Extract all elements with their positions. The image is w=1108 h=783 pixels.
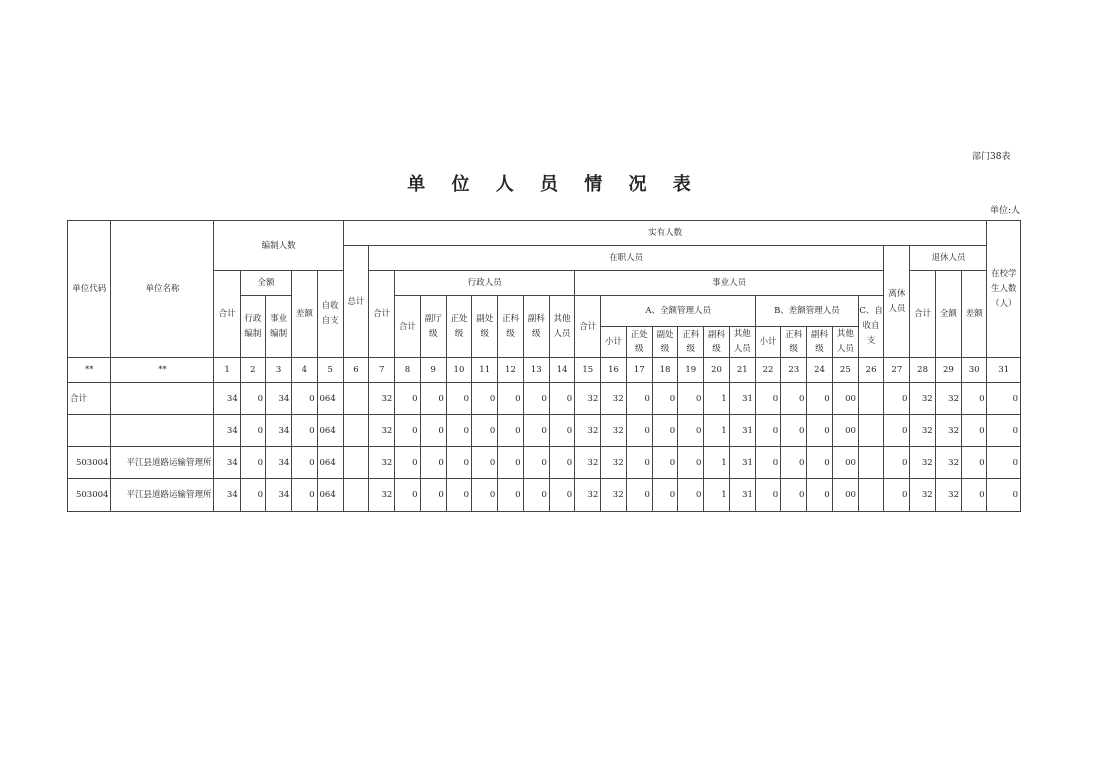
column-index: 6 bbox=[343, 358, 368, 383]
header-section: 正科级 bbox=[498, 296, 523, 358]
value-cell: 0 bbox=[395, 447, 420, 479]
value-cell: 0 bbox=[884, 383, 910, 415]
value-cell: 34 bbox=[266, 479, 292, 512]
form-number: 部门38表 bbox=[972, 152, 1011, 162]
unit-name-cell bbox=[111, 383, 214, 415]
page-title: 单 位 人 员 情 况 表 bbox=[407, 174, 701, 195]
value-cell: 32 bbox=[910, 383, 935, 415]
value-cell: 0 bbox=[446, 415, 471, 447]
value-cell: 0 bbox=[626, 383, 652, 415]
header-admin-quota: 行政编制 bbox=[240, 296, 265, 358]
value-cell: 0 bbox=[961, 479, 987, 512]
value-cell: 34 bbox=[266, 415, 292, 447]
value-cell: 0 bbox=[240, 415, 265, 447]
value-cell: 32 bbox=[910, 447, 935, 479]
header-unit-code: 单位代码 bbox=[68, 221, 111, 358]
value-cell: 0 bbox=[987, 479, 1021, 512]
header-actual: 实有人数 bbox=[343, 221, 987, 246]
value-cell: 00 bbox=[832, 447, 858, 479]
header-vice-dept: 副厅级 bbox=[420, 296, 446, 358]
value-cell: 0 bbox=[498, 383, 523, 415]
column-index: 9 bbox=[420, 358, 446, 383]
table-row bbox=[68, 415, 1021, 447]
column-index: 1 bbox=[214, 358, 240, 383]
value-cell: 0 bbox=[807, 447, 832, 479]
header-staffing: 编制人数 bbox=[214, 221, 343, 271]
column-index: 18 bbox=[652, 358, 677, 383]
value-cell: 32 bbox=[935, 415, 961, 447]
header-lixiu: 离休人员 bbox=[884, 246, 910, 358]
value-cell: 0 bbox=[884, 479, 910, 512]
value-cell bbox=[343, 447, 368, 479]
value-cell: 0 bbox=[987, 383, 1021, 415]
column-index-row bbox=[68, 358, 1021, 383]
value-cell: 32 bbox=[601, 447, 626, 479]
value-cell: 0 bbox=[781, 447, 807, 479]
value-cell: 34 bbox=[214, 383, 240, 415]
value-cell: 0 bbox=[240, 383, 265, 415]
value-cell: 32 bbox=[575, 479, 601, 512]
value-cell: 0 bbox=[446, 479, 471, 512]
value-cell: 0 bbox=[472, 479, 498, 512]
column-index: 20 bbox=[704, 358, 729, 383]
column-index: 24 bbox=[807, 358, 832, 383]
value-cell: 0 bbox=[807, 479, 832, 512]
header-total: 总计 bbox=[343, 246, 368, 358]
value-cell bbox=[343, 415, 368, 447]
value-cell: 32 bbox=[910, 479, 935, 512]
value-cell: 0 bbox=[420, 447, 446, 479]
header-retired-diff: 差额 bbox=[961, 271, 987, 358]
value-cell: 0 bbox=[626, 479, 652, 512]
column-index: 27 bbox=[884, 358, 910, 383]
value-cell: 064 bbox=[317, 383, 343, 415]
value-cell: 0 bbox=[755, 415, 780, 447]
value-cell: 0 bbox=[395, 383, 420, 415]
value-cell: 0 bbox=[420, 383, 446, 415]
header-inst-quota: 事业编制 bbox=[266, 296, 292, 358]
value-cell: 34 bbox=[214, 479, 240, 512]
value-cell: 0 bbox=[678, 415, 704, 447]
value-cell: 0 bbox=[523, 383, 549, 415]
column-index: 19 bbox=[678, 358, 704, 383]
value-cell: 0 bbox=[292, 415, 317, 447]
header-inst-staff: 事业人员 bbox=[575, 271, 884, 296]
value-cell: 34 bbox=[214, 447, 240, 479]
value-cell: 32 bbox=[575, 447, 601, 479]
header-self-funded: 自收自支 bbox=[317, 271, 343, 358]
value-cell: 0 bbox=[395, 479, 420, 512]
value-cell: 0 bbox=[292, 479, 317, 512]
value-cell: 32 bbox=[910, 415, 935, 447]
header-vice-section: 副科级 bbox=[523, 296, 549, 358]
value-cell: 0 bbox=[549, 479, 574, 512]
value-cell: 0 bbox=[498, 415, 523, 447]
value-cell: 32 bbox=[601, 479, 626, 512]
header-retired: 退休人员 bbox=[910, 246, 987, 271]
value-cell: 0 bbox=[395, 415, 420, 447]
column-index: 4 bbox=[292, 358, 317, 383]
value-cell: 0 bbox=[446, 383, 471, 415]
value-cell: 0 bbox=[807, 383, 832, 415]
column-index: ** bbox=[111, 358, 214, 383]
value-cell: 32 bbox=[935, 383, 961, 415]
value-cell: 0 bbox=[240, 479, 265, 512]
column-index: 12 bbox=[498, 358, 523, 383]
unit-name-cell: 平江县道路运输管理所 bbox=[111, 479, 214, 512]
value-cell: 1 bbox=[704, 447, 729, 479]
value-cell: 0 bbox=[626, 415, 652, 447]
header-c-self: C、自收自支 bbox=[858, 296, 883, 358]
value-cell: 32 bbox=[601, 383, 626, 415]
value-cell: 0 bbox=[549, 383, 574, 415]
value-cell: 0 bbox=[781, 479, 807, 512]
header-a-other: 其他人员 bbox=[729, 327, 755, 358]
value-cell: 0 bbox=[755, 447, 780, 479]
value-cell: 32 bbox=[369, 479, 395, 512]
column-index: 29 bbox=[935, 358, 961, 383]
unit-code-cell: 合计 bbox=[68, 383, 111, 415]
value-cell: 0 bbox=[472, 415, 498, 447]
value-cell bbox=[343, 479, 368, 512]
value-cell: 00 bbox=[832, 479, 858, 512]
value-cell: 32 bbox=[575, 383, 601, 415]
value-cell bbox=[858, 383, 883, 415]
unit-code-cell bbox=[68, 415, 111, 447]
header-b-zhengkeji: 正科级 bbox=[781, 327, 807, 358]
staff-table bbox=[67, 220, 1021, 512]
header-a-zhengkeji: 正科级 bbox=[678, 327, 704, 358]
unit-code-cell: 503004 bbox=[68, 479, 111, 512]
column-index: 14 bbox=[549, 358, 574, 383]
column-index: 31 bbox=[987, 358, 1021, 383]
value-cell bbox=[343, 383, 368, 415]
column-index: 16 bbox=[601, 358, 626, 383]
column-index: 2 bbox=[240, 358, 265, 383]
header-admin-other: 其他人员 bbox=[549, 296, 574, 358]
column-index: 10 bbox=[446, 358, 471, 383]
header-staffing-subtotal: 合计 bbox=[214, 271, 240, 358]
value-cell: 00 bbox=[832, 415, 858, 447]
value-cell: 0 bbox=[498, 479, 523, 512]
value-cell: 0 bbox=[987, 415, 1021, 447]
header-admin-staff: 行政人员 bbox=[395, 271, 575, 296]
column-index: 15 bbox=[575, 358, 601, 383]
column-index: 13 bbox=[523, 358, 549, 383]
header-diff-amount: 差额 bbox=[292, 271, 317, 358]
value-cell: 0 bbox=[446, 447, 471, 479]
value-cell: 1 bbox=[704, 415, 729, 447]
value-cell: 0 bbox=[523, 415, 549, 447]
header-on-duty: 在职人员 bbox=[369, 246, 884, 271]
header-a-fuchuji: 副处级 bbox=[652, 327, 677, 358]
value-cell: 0 bbox=[884, 447, 910, 479]
value-cell: 0 bbox=[549, 447, 574, 479]
table-row bbox=[68, 447, 1021, 479]
value-cell: 0 bbox=[292, 447, 317, 479]
value-cell: 0 bbox=[498, 447, 523, 479]
value-cell: 1 bbox=[704, 383, 729, 415]
column-index: 7 bbox=[369, 358, 395, 383]
header-a-xiaoji: 小计 bbox=[601, 327, 626, 358]
header-a-fukeji: 副科级 bbox=[704, 327, 729, 358]
value-cell: 0 bbox=[652, 479, 677, 512]
header-a-zhengchuji: 正处级 bbox=[626, 327, 652, 358]
column-index: ** bbox=[68, 358, 111, 383]
value-cell: 0 bbox=[292, 383, 317, 415]
column-index: 25 bbox=[832, 358, 858, 383]
column-index: 3 bbox=[266, 358, 292, 383]
column-index: 5 bbox=[317, 358, 343, 383]
value-cell: 32 bbox=[601, 415, 626, 447]
value-cell: 0 bbox=[652, 383, 677, 415]
column-index: 28 bbox=[910, 358, 935, 383]
unit-code-cell: 503004 bbox=[68, 447, 111, 479]
value-cell: 0 bbox=[652, 447, 677, 479]
value-cell: 32 bbox=[575, 415, 601, 447]
column-index: 30 bbox=[961, 358, 987, 383]
column-index: 11 bbox=[472, 358, 498, 383]
value-cell: 31 bbox=[729, 383, 755, 415]
header-b-mgmt: B、差额管理人员 bbox=[755, 296, 858, 327]
value-cell: 32 bbox=[369, 383, 395, 415]
column-index: 21 bbox=[729, 358, 755, 383]
value-cell: 34 bbox=[266, 383, 292, 415]
column-index: 22 bbox=[755, 358, 780, 383]
value-cell: 0 bbox=[678, 447, 704, 479]
value-cell: 0 bbox=[523, 447, 549, 479]
header-inst-subtotal: 合计 bbox=[575, 296, 601, 358]
value-cell: 0 bbox=[523, 479, 549, 512]
header-a-mgmt: A、全额管理人员 bbox=[601, 296, 756, 327]
value-cell bbox=[858, 479, 883, 512]
value-cell: 0 bbox=[420, 479, 446, 512]
value-cell: 0 bbox=[781, 383, 807, 415]
header-vice-div: 副处级 bbox=[472, 296, 498, 358]
value-cell: 064 bbox=[317, 479, 343, 512]
value-cell bbox=[858, 415, 883, 447]
value-cell: 0 bbox=[472, 383, 498, 415]
value-cell: 00 bbox=[832, 383, 858, 415]
header-dept: 正处级 bbox=[446, 296, 471, 358]
column-index: 23 bbox=[781, 358, 807, 383]
header-students: 在校学生人数（人） bbox=[987, 221, 1021, 358]
value-cell: 31 bbox=[729, 479, 755, 512]
header-b-fukeji: 副科级 bbox=[807, 327, 832, 358]
value-cell: 34 bbox=[214, 415, 240, 447]
value-cell: 0 bbox=[549, 415, 574, 447]
header-b-xiaoji: 小计 bbox=[755, 327, 780, 358]
value-cell: 0 bbox=[626, 447, 652, 479]
value-cell: 31 bbox=[729, 415, 755, 447]
header-b-other: 其他人员 bbox=[832, 327, 858, 358]
header-retired-full: 全额 bbox=[935, 271, 961, 358]
value-cell: 32 bbox=[369, 447, 395, 479]
table-row bbox=[68, 479, 1021, 512]
header-retired-subtotal: 合计 bbox=[910, 271, 935, 358]
value-cell: 0 bbox=[755, 383, 780, 415]
value-cell: 0 bbox=[781, 415, 807, 447]
header-full-amount: 全额 bbox=[240, 271, 292, 296]
value-cell: 0 bbox=[420, 415, 446, 447]
value-cell: 064 bbox=[317, 415, 343, 447]
value-cell: 064 bbox=[317, 447, 343, 479]
value-cell: 0 bbox=[807, 415, 832, 447]
value-cell: 31 bbox=[729, 447, 755, 479]
header-admin-subtotal: 合计 bbox=[395, 296, 420, 358]
value-cell: 0 bbox=[678, 383, 704, 415]
value-cell: 0 bbox=[472, 447, 498, 479]
header-unit-name: 单位名称 bbox=[111, 221, 214, 358]
value-cell: 0 bbox=[678, 479, 704, 512]
column-index: 26 bbox=[858, 358, 883, 383]
value-cell: 0 bbox=[961, 383, 987, 415]
value-cell: 1 bbox=[704, 479, 729, 512]
value-cell: 32 bbox=[935, 479, 961, 512]
column-index: 17 bbox=[626, 358, 652, 383]
unit-name-cell: 平江县道路运输管理所 bbox=[111, 447, 214, 479]
value-cell: 34 bbox=[266, 447, 292, 479]
column-index: 8 bbox=[395, 358, 420, 383]
value-cell: 0 bbox=[240, 447, 265, 479]
value-cell: 0 bbox=[755, 479, 780, 512]
value-cell: 0 bbox=[961, 447, 987, 479]
value-cell: 0 bbox=[652, 415, 677, 447]
value-cell: 0 bbox=[987, 447, 1021, 479]
unit-label: 单位:人 bbox=[990, 206, 1021, 216]
value-cell: 32 bbox=[369, 415, 395, 447]
table-row bbox=[68, 383, 1021, 415]
value-cell: 0 bbox=[961, 415, 987, 447]
value-cell: 0 bbox=[884, 415, 910, 447]
unit-name-cell bbox=[111, 415, 214, 447]
value-cell bbox=[858, 447, 883, 479]
value-cell: 32 bbox=[935, 447, 961, 479]
header-duty-subtotal: 合计 bbox=[369, 271, 395, 358]
